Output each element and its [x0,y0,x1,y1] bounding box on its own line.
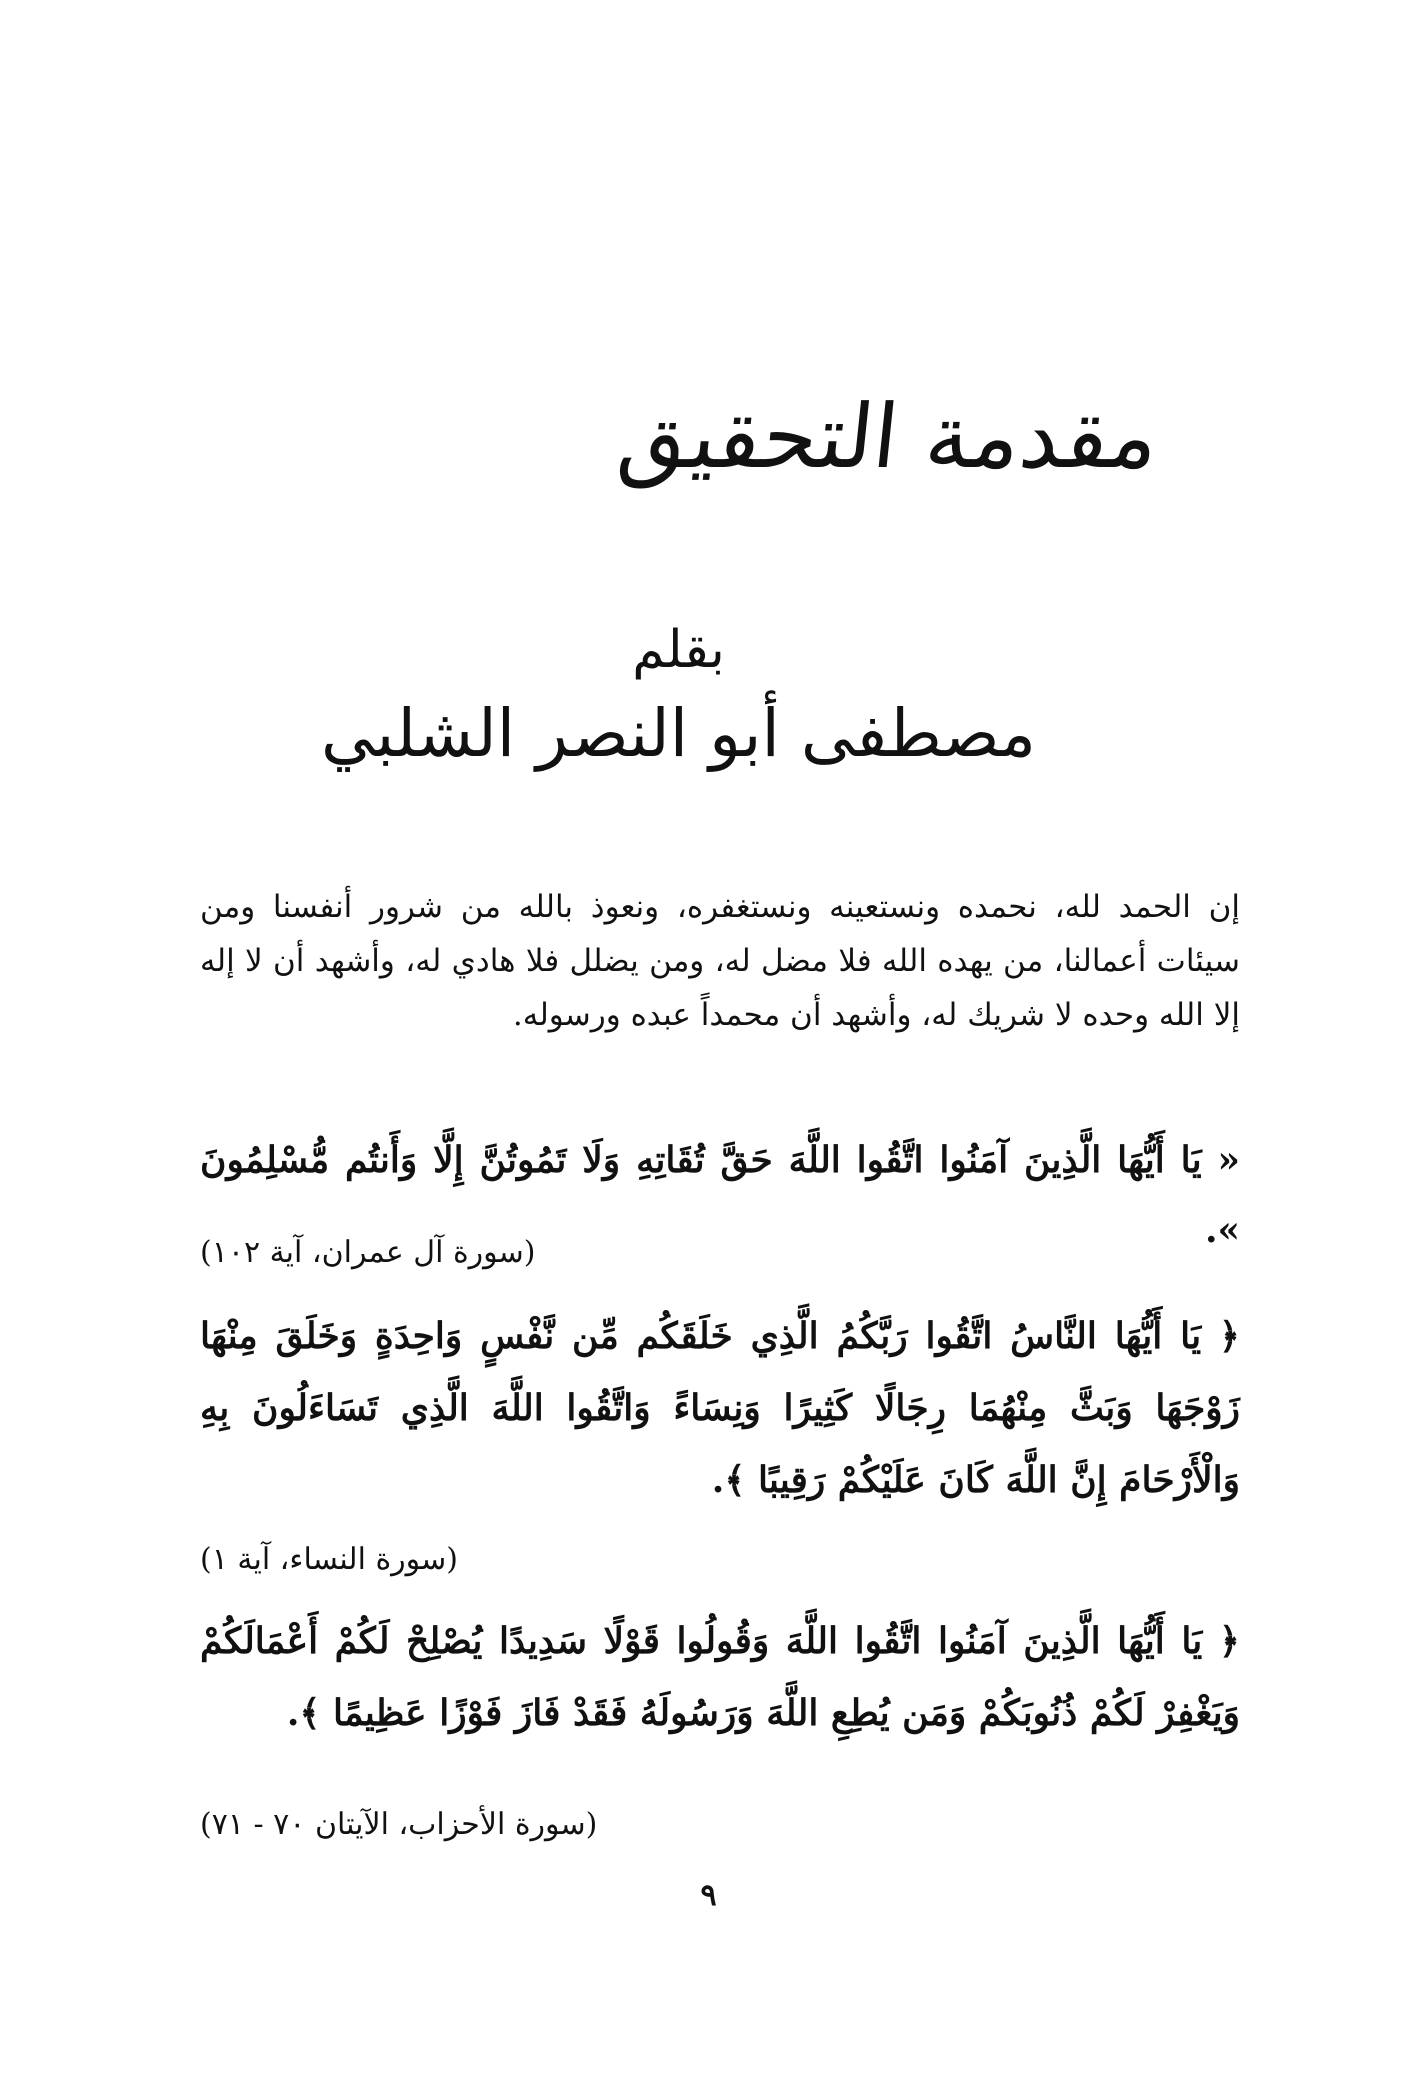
verse-reference-al-imran: (سورة آل عمران، آية ١٠٢) [200,1235,536,1270]
verse-al-ahzab: ﴿ يَا أَيُّهَا الَّذِينَ آمَنُوا اتَّقُوا اللَّهَ وَقُولُوا قَوْلًا سَدِيدًا يُصْلِحْ لَكُمْ أَعْمَالَكُمْ وَيَغْفِرْ لَكُمْ ذُنُوبَكُمْ وَمَن يُطِعِ اللَّهَ وَرَسُولَهُ فَقَدْ فَازَ فَوْزًا عَظِيمًا ﴾. [200,1620,1240,1734]
verse-reference-al-ahzab: (سورة الأحزاب، الآيتان ٧٠ - ٧١) [200,1807,598,1842]
verse-reference-an-nisa: (سورة النساء، آية ١) [200,1542,458,1577]
page-number: ٩ [700,1878,717,1913]
section-title: مقدمة التحقيق [613,385,1164,488]
intro-paragraph: إن الحمد لله، نحمده ونستعينه ونستغفره، ونعوذ بالله من شرور أنفسنا ومن سيئات أعمالنا، من يهده الله فلا مضل له، ومن يضلل فلا هادي له، وأشهد أن لا إله إلا الله وحده لا شريك له، وأشهد أن محمداً عبده ورسوله. [200,889,1240,1033]
author-prefix: بقلم [632,620,725,680]
verse-al-imran: « يَا أَيُّهَا الَّذِينَ آمَنُوا اتَّقُوا اللَّهَ حَقَّ تُقَاتِهِ وَلَا تَمُوتُنَّ إِلَّا وَأَنتُم مُّسْلِمُونَ ». [200,1139,1240,1251]
author-name: مصطفى أبو النصر الشلبي [321,695,1036,772]
verse-an-nisa: ﴿ يَا أَيُّهَا النَّاسُ اتَّقُوا رَبَّكُمُ الَّذِي خَلَقَكُم مِّن نَّفْسٍ وَاحِدَةٍ وَخَلَقَ مِنْهَا زَوْجَهَا وَبَثَّ مِنْهُمَا رِجَالًا كَثِيرًا وَنِسَاءً وَاتَّقُوا اللَّهَ الَّذِي تَسَاءَلُونَ بِهِ وَالْأَرْحَامَ إِنَّ اللَّهَ كَانَ عَلَيْكُمْ رَقِيبًا ﴾. [200,1315,1240,1501]
